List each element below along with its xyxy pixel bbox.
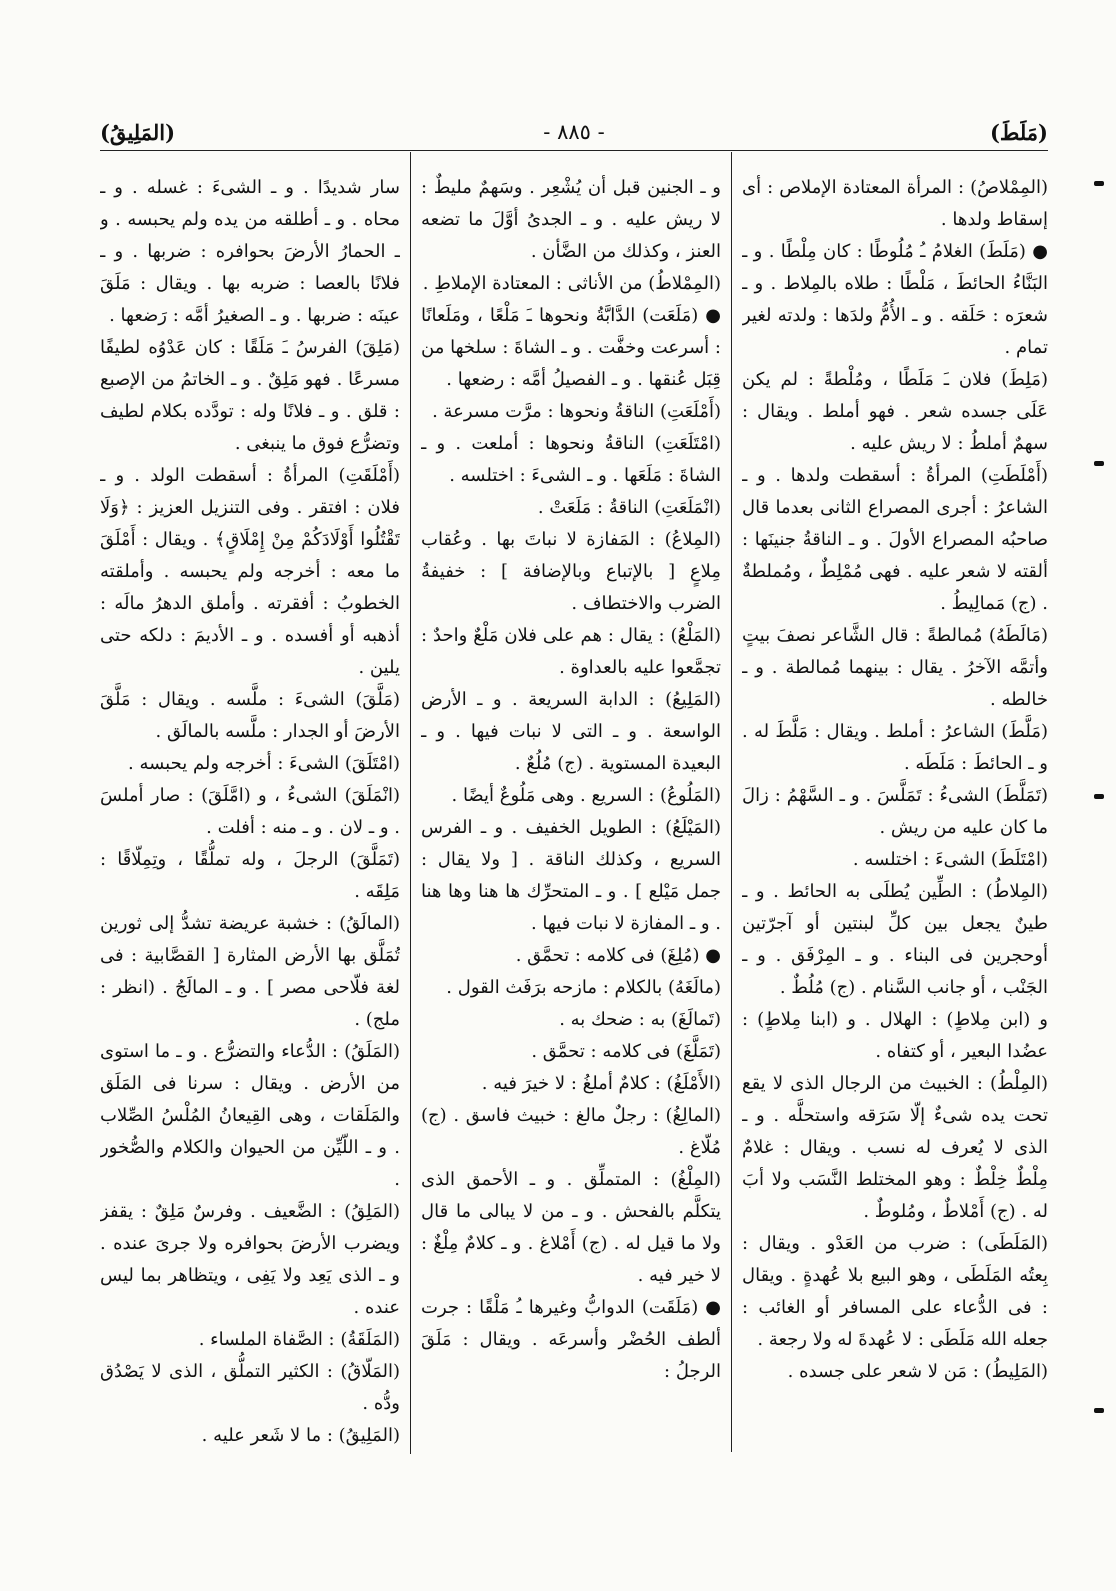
column-divider: [410, 152, 411, 1454]
entry-paragraph: (تَمَلَّقَ) الرجلَ ، وله تملُّقًا ، وتِمِلّاقًا : مَلِقَه .: [100, 849, 400, 902]
entry-paragraph: ● (مُلِغَ) فى كلامه : تحمَّق .: [515, 945, 721, 966]
entry-paragraph: (مَلِطَ) فلان ـَ مَلَطًا ، ومُلْطةً : لم يكن عَلَى جسده شعر . فهو أملط . ويقال : سهمٌ أملطُ : لا ريش عليه .: [742, 369, 1048, 454]
entry-paragraph: (المِلاعُ) : المَفازة لا نباتَ بها . وعُقاب مِلاعٍ [ بالإتباع وبالإضافة ] : خفيفةُ الضرب والاختطاف .: [421, 529, 721, 614]
entry-paragraph: و ـ الجنين قبل أن يُشْعِر . وسَهمٌ مليطٌ : لا ريش عليه . و ـ الجدىُ أوَّلَ ما تضعه العنز ، وكذلك من الضَّأن .: [421, 177, 721, 262]
entry-paragraph: (المِمْلاطُ) من الأناثى : المعتادة الإملاطِ .: [422, 273, 721, 294]
entry-paragraph: (المَلُوعُ) : السريع . وهى مَلُوعٌ أيضًا .: [451, 785, 721, 806]
entry-paragraph: (المِلاطُ) : الطِّين يُطلَى به الحائط . و ـ طينٌ يجعل بين كلِّ لبنتين أو آجرّتين أوحجرين فى البناء . و ـ المِرْفَق . و ـ الجَنْب ، أو جانب السَّنام . (ج) مُلُطٌ .: [742, 881, 1048, 998]
entry-paragraph: (تَمالَغَ) به : ضحك به .: [559, 1009, 721, 1030]
entry-paragraph: (مالَغَهُ) بالكلام : مازحه برَفَث القول .: [446, 977, 721, 998]
column-middle: [421, 172, 721, 1454]
entry-paragraph: (المَلَقُ) : الدُّعاء والتضرُّع . و ـ ما استوى من الأرض . ويقال : سرنا فى المَلَق والمَلَقات ، وهى القِيعانُ المُلْسُ الصِّلاب . و ـ اللّيِّن من الحيوان والكلام والصُّخور .: [100, 1041, 400, 1190]
entry-paragraph: (أَمْلَعَتِ) الناقةُ ونحوها : مرَّت مسرعة .: [432, 401, 721, 422]
column-right: [742, 172, 1048, 1454]
entry-paragraph: (مَالَطَهُ) مُمالطةً : قال الشَّاعر نصفَ بيتٍ وأتمَّه الآخرُ . يقال : بينهما مُمالطة . و ـ خالطه .: [742, 625, 1048, 710]
entry-paragraph: (المَلّاقُ) : الكثير التملُّق ، الذى لا يَصْدُق ودُّه .: [100, 1361, 400, 1414]
entry-paragraph: ● (مَلَقَت) الدوابُّ وغيرها ـُ مَلْقًا : جرت ألطف الحُضْر وأسرعَه . ويقال : مَلَقَ الرجلُ :: [421, 1297, 721, 1382]
entry-paragraph: (أَمْلَطَتِ) المرأةُ : أسقطت ولدها . و ـ الشاعرُ : أجرى المصراع الثانى بعدما قال صاحبُه المصراع الأولَ . و ـ الناقةُ جنينَها : ألقته لا شعر عليه . فهى مُمْلِطٌ ، ومُملطةٌ . (ج) مَمالِيطُ .: [742, 465, 1048, 614]
entry-paragraph: (المَلِيقُ) : ما لا شَعر عليه .: [201, 1425, 400, 1446]
entry-paragraph: (المَلِيطُ) : مَن لا شعر على جسده .: [787, 1361, 1048, 1382]
margin-mark: [1094, 794, 1104, 799]
page-number: - ٨٨٥ -: [543, 120, 605, 144]
margin-mark: [1094, 181, 1104, 186]
entry-paragraph: و (ابن مِلاطٍ) : الهلال . و (ابنا مِلاطٍ) : عضُدا البعير ، أو كتفاه .: [742, 1009, 1048, 1062]
entry-paragraph: (تَمَلَّطَ) الشىءُ : تَمَلَّسَ . و ـ السَّهْمُ : زالَ ما كان عليه من ريش .: [742, 785, 1048, 838]
entry-paragraph: (امْتَلَعَتِ) الناقةُ ونحوها : أملعت . و ـ الشاةَ : مَلَعَها . و ـ الشىءَ : اختلسه .: [421, 433, 721, 486]
entry-paragraph: (تَمَلَّغَ) فى كلامه : تحمَّق .: [531, 1041, 721, 1062]
entry-paragraph: (مَلِقَ) الفرسُ ـَ مَلَقًا : كان عَدْوُه لطيفًا مسرعًا . فهو مَلِقٌ . و ـ الخاتمُ من الإصبع : قلق . و ـ فلانًا وله : تودَّده بكلام لطيف وتضرُّع فوق ما ينبغى .: [100, 337, 400, 454]
entry-paragraph: (الأَمْلَغُ) : كلامٌ أملغُ : لا خيرَ فيه .: [481, 1073, 721, 1094]
page-header: [100, 112, 1048, 150]
entry-paragraph: (المَلَقَةُ) : الصَّفاة الملساء .: [198, 1329, 400, 1350]
margin-mark: [1094, 461, 1104, 466]
entry-paragraph: سار شديدًا . و ـ الشىءَ : غسله . و ـ محاه . و ـ أطلقه من يده ولم يحبسه . و ـ الحمارُ الأرضَ بحوافره : ضربها . و ـ فلانًا بالعصا : ضربه بها . ويقال : مَلَقَ عينَه : ضربها . و ـ الصغيرُ أمَّه : رَضعها .: [100, 177, 400, 326]
entry-paragraph: (انْمَلَقَ) الشىءُ ، و (امَّلَقَ) : صار أملسَ . و ـ لان . و ـ منه : أفلت .: [100, 785, 400, 838]
entry-paragraph: (المالَقُ) : خشبة عريضة تشدُّ إلى ثورين تُمَلَّق بها الأرض المثارة [ القصَّابية : فى لغة فلّاحى مصر ] . و ـ المالَجُ . (انظر : ملج) .: [100, 913, 400, 1030]
entry-paragraph: (المالِغُ) : رجلٌ مالغ : خبيث فاسق . (ج) مُلّاغ .: [421, 1105, 721, 1158]
entry-paragraph: (أَمْلَقَتِ) المرأةُ : أسقطت الولد . و ـ فلان : افتقر . وفى التنزيل العزيز : ﴿وَلَا تَقْتُلُوا أَوْلَادَكُمْ مِنْ إِمْلَاقٍ﴾ . ويقال : أَمْلَقَ ما معه : أخرجه ولم يحبسه . وأملقته الخطوبُ : أفقرته . وأملق الدهرُ مالَه : أذهبه أو أفسده . و ـ الأديمَ : دلكه حتى يلين .: [100, 465, 400, 678]
header-rule: [100, 150, 1048, 151]
entry-paragraph: (امْتَلَطَ) الشىءَ : اختلسه .: [852, 849, 1048, 870]
entry-paragraph: (المَلَطَى) : ضرب من العَدْو . ويقال : بِعتُه المَلَطَى ، وهو البيع بلا عُهدةٍ . ويقال : فى الدُّعاء على المسافر أو الغائب : جعله الله مَلَطَى : لا عُهدةَ له ولا رجعة .: [742, 1233, 1048, 1350]
entry-paragraph: (مَلَّقَ) الشىءَ : ملَّسه . ويقال : مَلَّقَ الأرضَ أو الجدار : ملَّسه بالمالَق .: [100, 689, 400, 742]
header-left-entry: (المَلِيقُ): [100, 120, 176, 145]
entry-paragraph: (المِلْغُ) : المتملِّق . و ـ الأحمق الذى يتكلَّم بالفحش . و ـ من لا يبالى ما قال ولا ما قيل له . (ج) أَمْلاغ . و ـ كلامٌ مِلْغٌ : لا خير فيه .: [421, 1169, 721, 1286]
entry-paragraph: ● (مَلَطَ) الغلامُ ـُ مُلُوطًا : كان مِلْطًا . و ـ البَنَّاءُ الحائطَ ، مَلْطًا : طلاه بالمِلاط . و ـ شعرَه : حَلَقه . و ـ الأُمُّ ولدَها : ولدته لغير تمام .: [742, 241, 1048, 358]
entry-paragraph: (امْتَلَقَ) الشىءَ : أخرجه ولم يحبسه .: [128, 753, 400, 774]
entry-paragraph: ● (مَلَعَت) الدَّابَّةُ ونحوها ـَ مَلْعًا ، ومَلَعانًا : أسرعت وخفَّت . و ـ الشاةَ : سلخها من قِبَل عُنقها . و ـ الفصيلُ أمَّه : رضعها .: [421, 305, 721, 390]
entry-paragraph: (المِمْلاصُ) : المرأة المعتادة الإملاص : أى إسقاط ولدها .: [742, 177, 1048, 230]
header-right-entry: (مَلَطَ): [989, 120, 1048, 145]
column-divider: [731, 152, 732, 1452]
margin-mark: [1094, 1408, 1104, 1413]
entry-paragraph: (المِلْطُ) : الخبيث من الرجال الذى لا يقع تحت يده شىءٌ إلّا سَرَقه واستحلَّه . و ـ الذى لا يُعرف له نسب . ويقال : غلامٌ مِلْطٌ خِلْطٌ : وهو المختلط النَّسَب ولا أبَ له . (ج) أَمْلاطٌ ، ومُلوطٌ .: [742, 1073, 1048, 1222]
column-left: [100, 172, 400, 1454]
entry-paragraph: (المَيْلَعُ) : الطويل الخفيف . و ـ الفرس السريع ، وكذلك الناقة . [ ولا يقال : جمل مَيْلع ] . و ـ المتحرِّك ها هنا وها هنا . و ـ المفازة لا نبات فيها .: [421, 817, 721, 934]
entry-paragraph: (المَلِيعُ) : الدابة السريعة . و ـ الأرض الواسعة . و ـ التى لا نبات فيها . و ـ البعيدة المستوية . (ج) مُلُعٌ .: [421, 689, 721, 774]
entry-paragraph: (المَلْعُ) : يقال : هم على فلان مَلْعٌ واحدٌ : تجمَّعوا عليه بالعداوة .: [421, 625, 721, 678]
entry-paragraph: (مَلَّطَ) الشاعرُ : أملط . ويقال : مَلَّطَ له . و ـ الحائطَ : مَلَطَه .: [742, 721, 1048, 774]
entry-paragraph: (انْمَلَعَتِ) الناقةُ : مَلَعَتْ .: [537, 497, 721, 518]
entry-paragraph: (المَلِقُ) : الضَّعيف . وفرسٌ مَلِقٌ : يقفز ويضرب الأرضَ بحوافره ولا جرىَ عنده . و ـ الذى يَعِد ولا يَفِى ، ويتظاهر بما ليس عنده .: [100, 1201, 400, 1318]
